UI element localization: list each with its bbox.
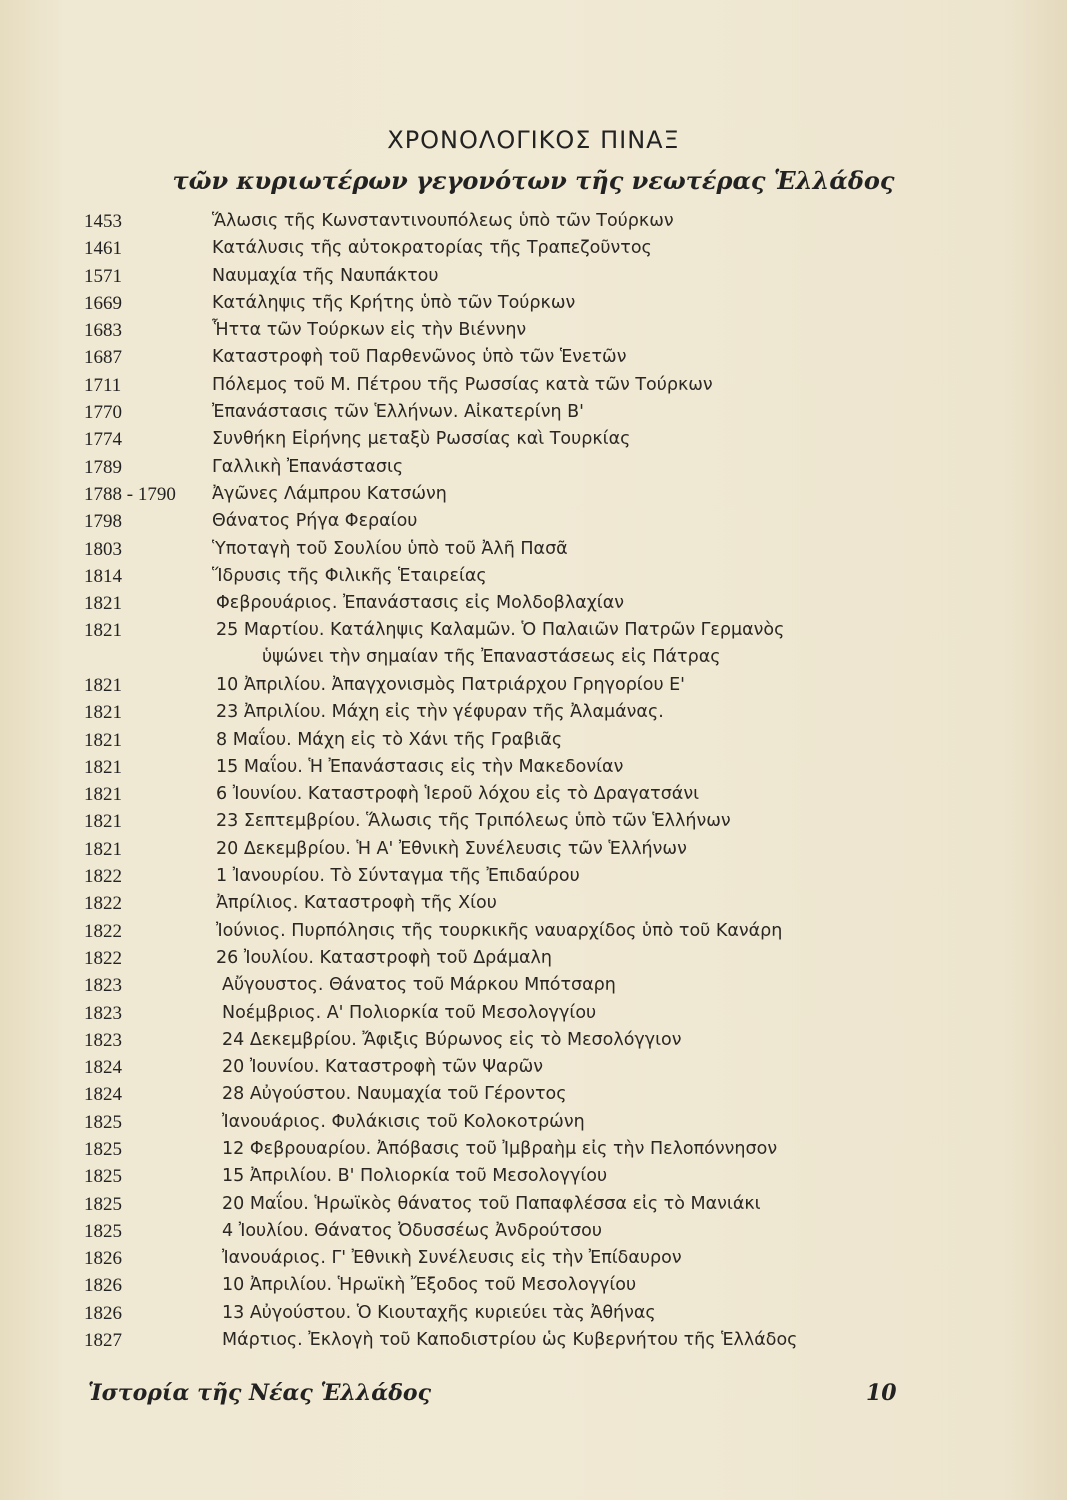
chronology-entry [0, 426, 1067, 453]
chronology-entry [0, 1327, 1067, 1354]
entry-year: 1669 [84, 292, 122, 314]
entry-event: 26 Ἰουλίου. Καταστροφὴ τοῦ Δράμαλη [216, 947, 552, 968]
entry-year: 1823 [84, 1029, 122, 1051]
entry-year: 1711 [84, 374, 122, 396]
chronology-entry [0, 754, 1067, 781]
entry-event: Καταστροφὴ τοῦ Παρθενῶνος ὑπὸ τῶν Ἑνετῶν [212, 347, 627, 368]
entry-year: 1822 [84, 947, 122, 969]
entry-year: 1825 [84, 1193, 122, 1215]
entry-event: Γαλλικὴ Ἐπανάστασις [212, 456, 404, 477]
entry-year: 1821 [84, 674, 122, 696]
entry-year: 1571 [84, 265, 122, 287]
entry-year: 1825 [84, 1166, 122, 1188]
chronology-entry [0, 781, 1067, 808]
entry-event: Ἀπρίλιος. Καταστροφὴ τῆς Χίου [216, 893, 497, 914]
chronology-entry [0, 263, 1067, 290]
entry-event: 23 Σεπτεμβρίου. Ἅλωσις τῆς Τριπόλεως ὑπὸ τῶν Ἑλλήνων [216, 811, 731, 832]
entry-year: 1461 [84, 238, 122, 260]
entry-event: 25 Μαρτίου. Κατάληψις Καλαμῶν. Ὁ Παλαιῶν Πατρῶν Γερμανὸς [216, 620, 785, 641]
chronology-entry [0, 617, 1067, 672]
chronology-entry [0, 1191, 1067, 1218]
chronology-entry [0, 590, 1067, 617]
chronology-entry [0, 945, 1067, 972]
page-title: ΧΡΟΝΟΛΟΓΙΚΟΣ ΠΙΝΑΞ [387, 126, 680, 154]
entry-year: 1822 [84, 893, 122, 915]
entry-year: 1825 [84, 1220, 122, 1242]
entry-event: Κατάλυσις τῆς αὐτοκρατορίας τῆς Τραπεζοῦντος [212, 238, 652, 259]
chronology-entry [0, 235, 1067, 262]
chronology-entry [0, 454, 1067, 481]
page-subtitle: τῶν κυριωτέρων γεγονότων τῆς νεωτέρας Ἑλλάδος [172, 166, 895, 195]
entry-year: 1824 [84, 1084, 122, 1106]
entry-year: 1821 [84, 620, 122, 642]
entry-event: Πόλεμος τοῦ Μ. Πέτρου τῆς Ρωσσίας κατὰ τῶν Τούρκων [212, 374, 713, 395]
chronology-entry [0, 972, 1067, 999]
entry-year: 1803 [84, 538, 122, 560]
chronology-entry [0, 1000, 1067, 1027]
entry-year: 1770 [84, 402, 122, 424]
entry-year: 1824 [84, 1057, 122, 1079]
entry-year: 1823 [84, 975, 122, 997]
chronology-entry [0, 1027, 1067, 1054]
chronology-entry [0, 918, 1067, 945]
entry-event: 8 Μαΐου. Μάχη εἰς τὸ Χάνι τῆς Γραβιᾶς [216, 729, 563, 750]
entry-event: 23 Ἀπριλίου. Μάχη εἰς τὴν γέφυραν τῆς Ἀλαμάνας. [216, 702, 664, 723]
entry-event: Κατάληψις τῆς Κρήτης ὑπὸ τῶν Τούρκων [212, 292, 576, 313]
chronology-entry [0, 344, 1067, 371]
entry-event: 20 Δεκεμβρίου. Ἡ Α' Ἐθνικὴ Συνέλευσις τῶν Ἑλλήνων [216, 838, 687, 859]
chronology-entry [0, 481, 1067, 508]
chronology-entry [0, 1109, 1067, 1136]
entry-event: Μάρτιος. Ἐκλογὴ τοῦ Καποδιστρίου ὡς Κυβερνήτου τῆς Ἑλλάδος [222, 1330, 798, 1351]
entry-event: Ἰανουάριος. Φυλάκισις τοῦ Κολοκοτρώνη [222, 1111, 585, 1132]
entry-year: 1826 [84, 1275, 122, 1297]
entry-year: 1821 [84, 838, 122, 860]
entry-year: 1821 [84, 702, 122, 724]
entry-event: Φεβρουάριος. Ἐπανάστασις εἰς Μολδοβλαχίαν [216, 593, 625, 614]
entry-event: 24 Δεκεμβρίου. Ἄφιξις Βύρωνος εἰς τὸ Μεσολόγγιον [222, 1029, 682, 1050]
entry-year: 1827 [84, 1330, 122, 1352]
entry-event: Ἀγῶνες Λάμπρου Κατσώνη [212, 483, 447, 504]
entry-event: Ναυμαχία τῆς Ναυπάκτου [212, 265, 439, 286]
chronology-entry [0, 563, 1067, 590]
entry-event: 6 Ἰουνίου. Καταστροφὴ Ἱεροῦ λόχου εἰς τὸ Δραγατσάνι [216, 784, 700, 805]
entry-year: 1825 [84, 1111, 122, 1133]
entry-year: 1683 [84, 320, 122, 342]
chronology-entry [0, 1163, 1067, 1190]
entry-year: 1774 [84, 429, 122, 451]
chronology-list [0, 208, 1067, 1354]
entry-year: 1822 [84, 866, 122, 888]
entry-year: 1823 [84, 1002, 122, 1024]
chronology-entry [0, 536, 1067, 563]
chronology-entry [0, 1054, 1067, 1081]
entry-event: Ἅλωσις τῆς Κωνσταντινουπόλεως ὑπὸ τῶν Τούρκων [212, 211, 674, 231]
entry-event-continuation: ὑψώνει τὴν σημαίαν τῆς Ἐπαναστάσεως εἰς Πάτρας [262, 647, 721, 668]
entry-year: 1821 [84, 784, 122, 806]
entry-event: 13 Αὐγούστου. Ὁ Κιουταχῆς κυριεύει τὰς Ἀθήνας [222, 1302, 656, 1323]
chronology-entry [0, 836, 1067, 863]
entry-event: 15 Μαΐου. Ἡ Ἐπανάστασις εἰς τὴν Μακεδονίαν [216, 756, 624, 777]
entry-event: Θάνατος Ρήγα Φεραίου [212, 511, 418, 532]
entry-year: 1814 [84, 565, 122, 587]
entry-year: 1825 [84, 1139, 122, 1160]
chronology-entry [0, 508, 1067, 535]
entry-year: 1821 [84, 729, 122, 751]
entry-year: 1826 [84, 1248, 122, 1270]
chronology-entry [0, 863, 1067, 890]
entry-year: 1453 [84, 211, 122, 232]
entry-event: Ἧττα τῶν Τούρκων εἰς τὴν Βιέννην [212, 320, 527, 341]
entry-event: 10 Ἀπριλίου. Ἡρωϊκὴ Ἔξοδος τοῦ Μεσολογγίου [222, 1275, 637, 1296]
entry-event: Αὔγουστος. Θάνατος τοῦ Μάρκου Μπότσαρη [222, 975, 616, 996]
entry-event: Ἰούνιος. Πυρπόλησις τῆς τουρκικῆς ναυαρχίδος ὑπὸ τοῦ Κανάρη [216, 920, 783, 941]
entry-year: 1821 [84, 756, 122, 778]
footer-page-number: 10 [866, 1380, 897, 1406]
chronology-entry [0, 1272, 1067, 1299]
entry-event: 20 Ἰουνίου. Καταστροφὴ τῶν Ψαρῶν [222, 1057, 544, 1078]
footer-book-title: Ἱστορία τῆς Νέας Ἑλλάδος [88, 1380, 431, 1406]
chronology-entry [0, 1136, 1067, 1163]
chronology-entry [0, 699, 1067, 726]
entry-event: Νοέμβριος. Α' Πολιορκία τοῦ Μεσολογγίου [222, 1002, 597, 1023]
entry-year: 1826 [84, 1302, 122, 1324]
chronology-entry [0, 399, 1067, 426]
entry-year: 1822 [84, 920, 122, 942]
entry-event: Ἰανουάριος. Γ' Ἐθνικὴ Συνέλευσις εἰς τὴν Ἐπίδαυρον [222, 1248, 682, 1269]
chronology-entry [0, 208, 1067, 235]
entry-event: 12 Φεβρουαρίου. Ἀπόβασις τοῦ Ἰμβραὴμ εἰς τὴν Πελοπόννησον [222, 1139, 778, 1159]
entry-event: Ἵδρυσις τῆς Φιλικῆς Ἑταιρείας [212, 565, 487, 586]
chronology-entry [0, 1245, 1067, 1272]
chronology-entry [0, 317, 1067, 344]
chronology-entry [0, 1300, 1067, 1327]
entry-year: 1687 [84, 347, 122, 369]
chronology-entry [0, 1081, 1067, 1108]
chronology-entry [0, 1218, 1067, 1245]
entry-year: 1789 [84, 456, 122, 478]
entry-year: 1821 [84, 811, 122, 833]
entry-event: 1 Ἰανουρίου. Τὸ Σύνταγμα τῆς Ἐπιδαύρου [216, 866, 580, 887]
entry-year: 1788 - 1790 [84, 483, 176, 505]
entry-event: Ἐπανάστασις τῶν Ἑλλήνων. Αἰκατερίνη Β' [212, 402, 584, 423]
chronology-entry [0, 372, 1067, 399]
chronology-entry [0, 290, 1067, 317]
entry-event: 4 Ἰουλίου. Θάνατος Ὀδυσσέως Ἀνδρούτσου [222, 1220, 603, 1241]
entry-event: 28 Αὐγούστου. Ναυμαχία τοῦ Γέροντος [222, 1084, 567, 1105]
entry-event: Ὑποταγὴ τοῦ Σουλίου ὑπὸ τοῦ Ἀλῆ Πασᾶ [212, 538, 568, 559]
entry-event: 10 Ἀπριλίου. Ἀπαγχονισμὸς Πατριάρχου Γρηγορίου Ε' [216, 674, 685, 695]
chronology-entry [0, 672, 1067, 699]
entry-event: 15 Ἀπριλίου. Β' Πολιορκία τοῦ Μεσολογγίου [222, 1166, 608, 1187]
chronology-entry [0, 890, 1067, 917]
entry-event: 20 Μαΐου. Ἡρωϊκὸς θάνατος τοῦ Παπαφλέσσα εἰς τὸ Μανιάκι [222, 1193, 761, 1214]
chronology-entry [0, 727, 1067, 754]
entry-event: Συνθήκη Εἰρήνης μεταξὺ Ρωσσίας καὶ Τουρκίας [212, 429, 631, 450]
chronology-entry [0, 808, 1067, 835]
entry-year: 1798 [84, 511, 122, 533]
entry-year: 1821 [84, 593, 122, 615]
